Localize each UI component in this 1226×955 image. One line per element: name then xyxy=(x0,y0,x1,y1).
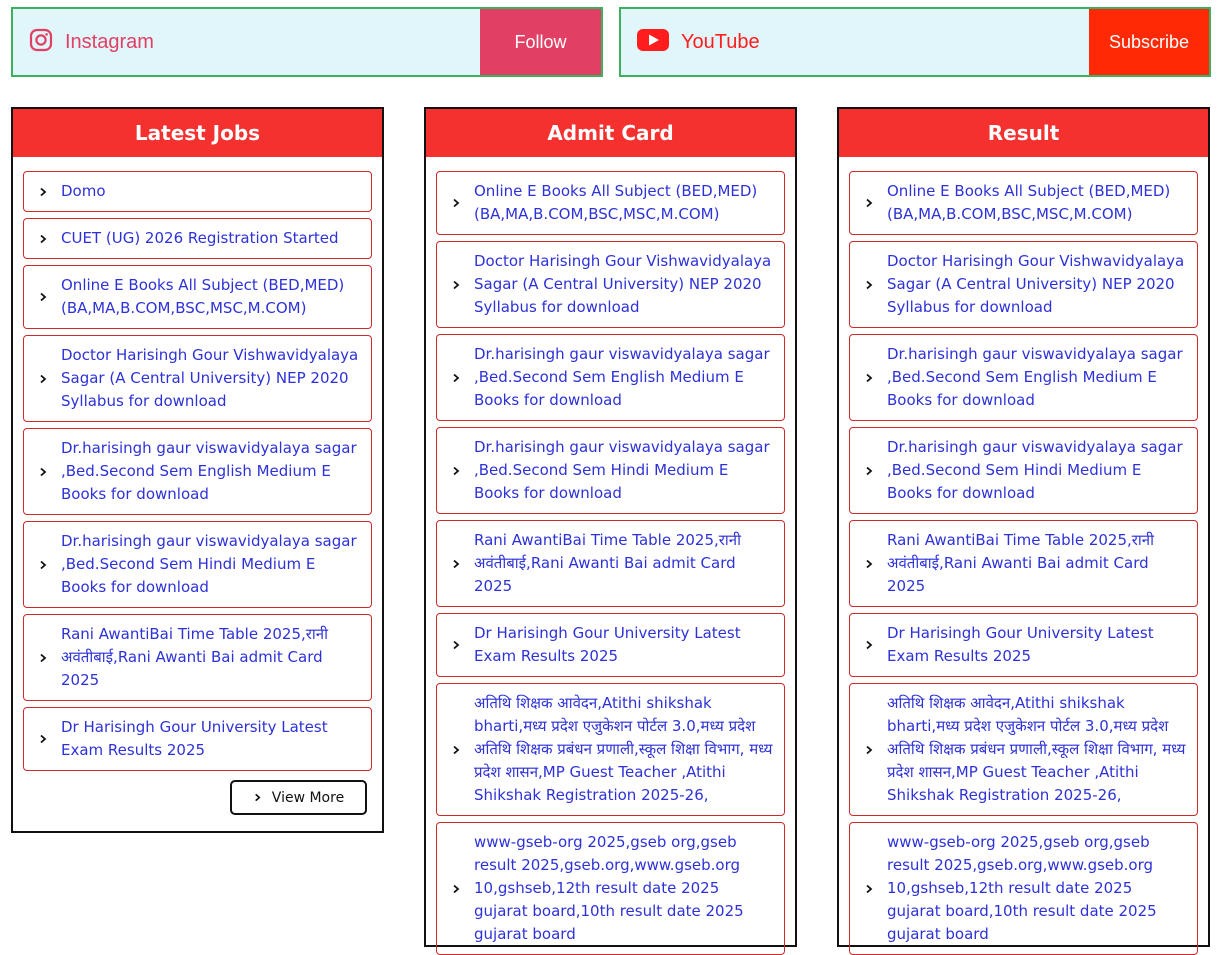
chevron-right-icon xyxy=(24,653,61,663)
list-item[interactable] xyxy=(849,520,1198,607)
chevron-right-icon xyxy=(850,198,887,208)
list-item[interactable] xyxy=(849,613,1198,677)
list-item[interactable] xyxy=(436,520,785,607)
youtube-label: YouTube xyxy=(681,30,760,53)
list-item-link[interactable]: Domo xyxy=(61,182,106,200)
result-list xyxy=(839,157,1208,955)
list-item-link[interactable]: www-gseb-org 2025,gseb org,gseb result 2025,gseb.org,www.gseb.org 10,gshseb,12th result date 2025 gujarat board,10th result date 2025 gujarat board xyxy=(474,833,744,943)
list-item-link[interactable]: Dr.harisingh gaur viswavidyalaya sagar ,Bed.Second Sem English Medium E Books for download xyxy=(61,439,357,503)
list-item[interactable] xyxy=(23,614,372,701)
list-item-link[interactable]: Rani AwantiBai Time Table 2025,रानी अवंतीबाई,Rani Awanti Bai admit Card 2025 xyxy=(887,531,1155,595)
view-more-label: View More xyxy=(271,789,345,806)
chevron-right-icon xyxy=(437,559,474,569)
chevron-right-icon xyxy=(437,884,474,894)
list-item[interactable] xyxy=(436,171,785,235)
list-item[interactable] xyxy=(23,265,372,329)
chevron-right-icon xyxy=(24,374,61,384)
list-item-link[interactable]: Dr.harisingh gaur viswavidyalaya sagar ,Bed.Second Sem Hindi Medium E Books for download xyxy=(61,532,357,596)
chevron-right-icon xyxy=(437,466,474,476)
instagram-label: Instagram xyxy=(65,30,154,53)
list-item-link[interactable]: Rani AwantiBai Time Table 2025,रानी अवंतीबाई,Rani Awanti Bai admit Card 2025 xyxy=(61,625,329,689)
chevron-right-icon xyxy=(24,560,61,570)
youtube-icon xyxy=(637,29,669,55)
list-item[interactable] xyxy=(23,521,372,608)
list-item-link[interactable]: Doctor Harisingh Gour Vishwavidyalaya Sagar (A Central University) NEP 2020 Syllabus for download xyxy=(474,252,772,316)
list-item-link[interactable]: Doctor Harisingh Gour Vishwavidyalaya Sagar (A Central University) NEP 2020 Syllabus for download xyxy=(887,252,1185,316)
chevron-right-icon xyxy=(437,373,474,383)
youtube-subscribe-button[interactable]: Subscribe xyxy=(1089,9,1209,75)
chevron-right-icon xyxy=(850,559,887,569)
instagram-icon xyxy=(29,28,53,56)
list-item[interactable] xyxy=(23,335,372,422)
list-item[interactable] xyxy=(849,822,1198,955)
list-item-link[interactable]: Doctor Harisingh Gour Vishwavidyalaya Sagar (A Central University) NEP 2020 Syllabus for download xyxy=(61,346,359,410)
latest-jobs-panel xyxy=(11,107,384,833)
chevron-right-icon xyxy=(24,467,61,477)
youtube-subscribe-bar xyxy=(619,7,1211,77)
list-item[interactable] xyxy=(23,171,372,212)
list-item-link[interactable]: Dr Harisingh Gour University Latest Exam Results 2025 xyxy=(887,624,1154,665)
list-item-link[interactable]: Rani AwantiBai Time Table 2025,रानी अवंतीबाई,Rani Awanti Bai admit Card 2025 xyxy=(474,531,742,595)
list-item[interactable] xyxy=(23,707,372,771)
chevron-right-icon xyxy=(850,280,887,290)
chevron-right-icon xyxy=(24,734,61,744)
list-item[interactable] xyxy=(849,334,1198,421)
result-panel xyxy=(837,107,1210,947)
admit-card-panel xyxy=(424,107,797,947)
view-more-button[interactable] xyxy=(230,780,367,815)
chevron-right-icon xyxy=(437,198,474,208)
list-item[interactable] xyxy=(23,428,372,515)
admit-card-title: Admit Card xyxy=(426,109,795,157)
list-item-link[interactable]: Dr.harisingh gaur viswavidyalaya sagar ,Bed.Second Sem English Medium E Books for download xyxy=(474,345,770,409)
list-item[interactable] xyxy=(436,427,785,514)
list-item-link[interactable]: Online E Books All Subject (BED,MED) (BA,MA,B.COM,BSC,MSC,M.COM) xyxy=(887,182,1171,223)
chevron-right-icon xyxy=(437,280,474,290)
instagram-follow-button[interactable]: Follow xyxy=(480,9,601,75)
latest-jobs-title: Latest Jobs xyxy=(13,109,382,157)
youtube-link[interactable] xyxy=(621,9,1089,75)
list-item[interactable] xyxy=(436,334,785,421)
latest-jobs-list xyxy=(13,157,382,771)
list-item[interactable] xyxy=(436,241,785,328)
list-item-link[interactable]: CUET (UG) 2026 Registration Started xyxy=(61,229,339,247)
list-item[interactable] xyxy=(436,683,785,816)
result-title: Result xyxy=(839,109,1208,157)
list-item-link[interactable]: Online E Books All Subject (BED,MED) (BA,MA,B.COM,BSC,MSC,M.COM) xyxy=(474,182,758,223)
list-item[interactable] xyxy=(849,241,1198,328)
list-item[interactable] xyxy=(849,171,1198,235)
list-item[interactable] xyxy=(436,822,785,955)
chevron-right-icon xyxy=(437,745,474,755)
list-item-link[interactable]: Dr.harisingh gaur viswavidyalaya sagar ,Bed.Second Sem Hindi Medium E Books for download xyxy=(887,438,1183,502)
chevron-right-icon xyxy=(24,187,61,197)
list-item-link[interactable]: Dr Harisingh Gour University Latest Exam Results 2025 xyxy=(61,718,328,759)
list-item-link[interactable]: Dr.harisingh gaur viswavidyalaya sagar ,Bed.Second Sem Hindi Medium E Books for download xyxy=(474,438,770,502)
list-item[interactable] xyxy=(849,683,1198,816)
chevron-right-icon xyxy=(850,466,887,476)
list-item[interactable] xyxy=(436,613,785,677)
list-item[interactable] xyxy=(23,218,372,259)
chevron-right-icon xyxy=(850,884,887,894)
chevron-right-icon xyxy=(24,292,61,302)
list-item-link[interactable]: Online E Books All Subject (BED,MED) (BA,MA,B.COM,BSC,MSC,M.COM) xyxy=(61,276,345,317)
instagram-link[interactable] xyxy=(13,9,480,75)
list-item-link[interactable]: Dr Harisingh Gour University Latest Exam Results 2025 xyxy=(474,624,741,665)
chevron-right-icon xyxy=(437,640,474,650)
list-item-link[interactable]: www-gseb-org 2025,gseb org,gseb result 2025,gseb.org,www.gseb.org 10,gshseb,12th result date 2025 gujarat board,10th result date 2025 gujarat board xyxy=(887,833,1157,943)
instagram-follow-bar xyxy=(11,7,603,77)
chevron-right-icon xyxy=(24,234,61,244)
list-item-link[interactable]: अतिथि शिक्षक आवेदन,Atithi shikshak bharti,मध्य प्रदेश एजुकेशन पोर्टल 3.0,मध्य प्रदेश अतिथि शिक्षक प्रबंधन प्रणाली,स्कूल शिक्षा विभाग, मध्य प्रदेश शासन,MP Guest Teacher ,Atithi Shikshak Registration 2025-26, xyxy=(887,694,1186,804)
admit-card-list xyxy=(426,157,795,955)
chevron-right-icon xyxy=(850,640,887,650)
list-item[interactable] xyxy=(849,427,1198,514)
chevron-right-icon xyxy=(850,745,887,755)
list-item-link[interactable]: Dr.harisingh gaur viswavidyalaya sagar ,Bed.Second Sem English Medium E Books for download xyxy=(887,345,1183,409)
chevron-right-icon xyxy=(850,373,887,383)
list-item-link[interactable]: अतिथि शिक्षक आवेदन,Atithi shikshak bharti,मध्य प्रदेश एजुकेशन पोर्टल 3.0,मध्य प्रदेश अतिथि शिक्षक प्रबंधन प्रणाली,स्कूल शिक्षा विभाग, मध्य प्रदेश शासन,MP Guest Teacher ,Atithi Shikshak Registration 2025-26, xyxy=(474,694,773,804)
chevron-right-icon xyxy=(253,793,262,802)
